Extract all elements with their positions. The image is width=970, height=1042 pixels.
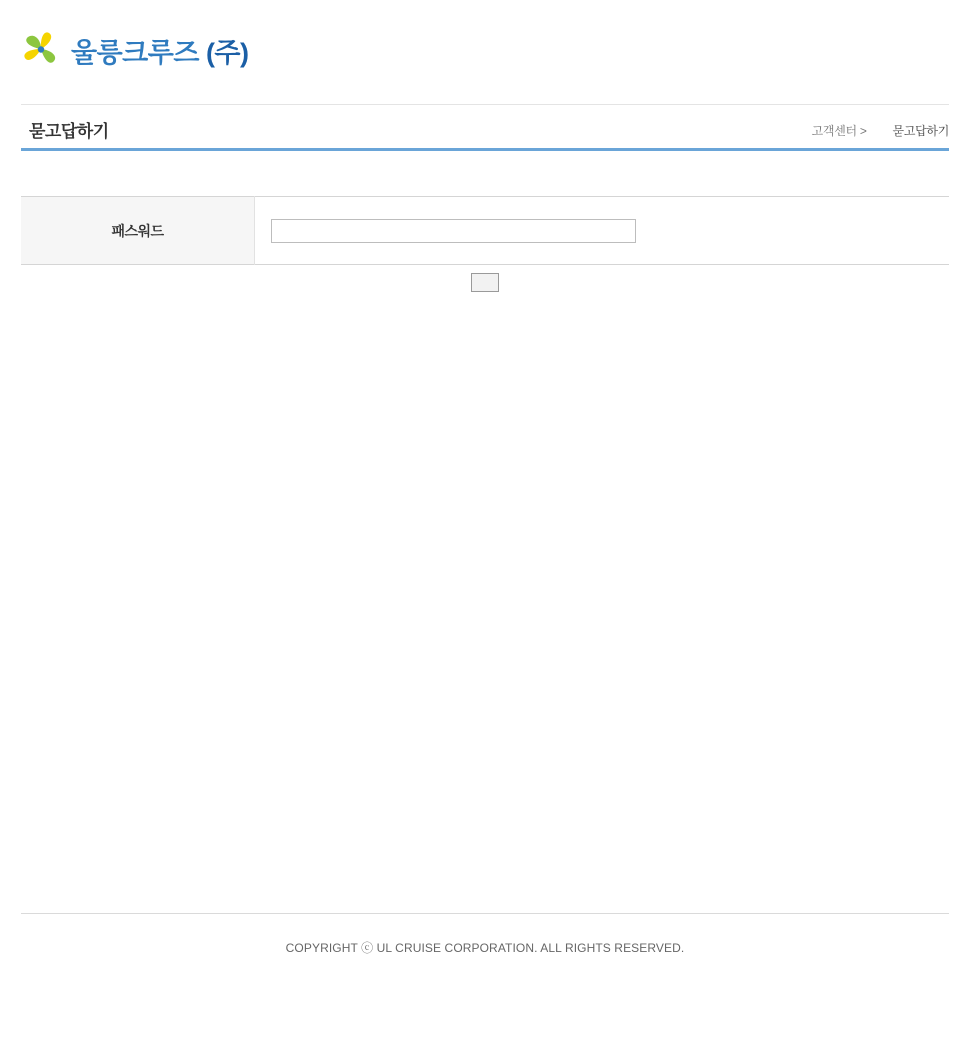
site-header [0,0,970,104]
breadcrumb [812,122,949,139]
site-footer [21,913,949,956]
password-label: 패스워드 [21,197,255,265]
submit-button[interactable] [471,273,499,292]
page-title-bar [21,104,949,151]
site-logo-link[interactable] [21,30,249,70]
password-input[interactable] [271,219,636,243]
table-row [21,197,949,265]
logo-text [71,31,249,70]
page-title: 묻고답하기 [29,122,109,141]
logo-text-primary: 울릉크루즈 [71,37,199,68]
password-table [21,196,949,265]
pinwheel-flower-logo-icon [21,30,61,70]
password-form [21,151,949,265]
password-field-cell [255,197,950,265]
breadcrumb-item-current: 묻고답하기 [892,124,949,138]
logo-text-secondary: (주) [205,37,249,68]
submit-row [21,273,949,292]
copyright-text: COPYRIGHT ⓒ UL CRUISE CORPORATION. ALL RIGHTS RESERVED. [285,941,685,955]
breadcrumb-item-parent[interactable]: 고객센터 [811,124,857,138]
breadcrumb-separator-icon: > [859,124,867,138]
